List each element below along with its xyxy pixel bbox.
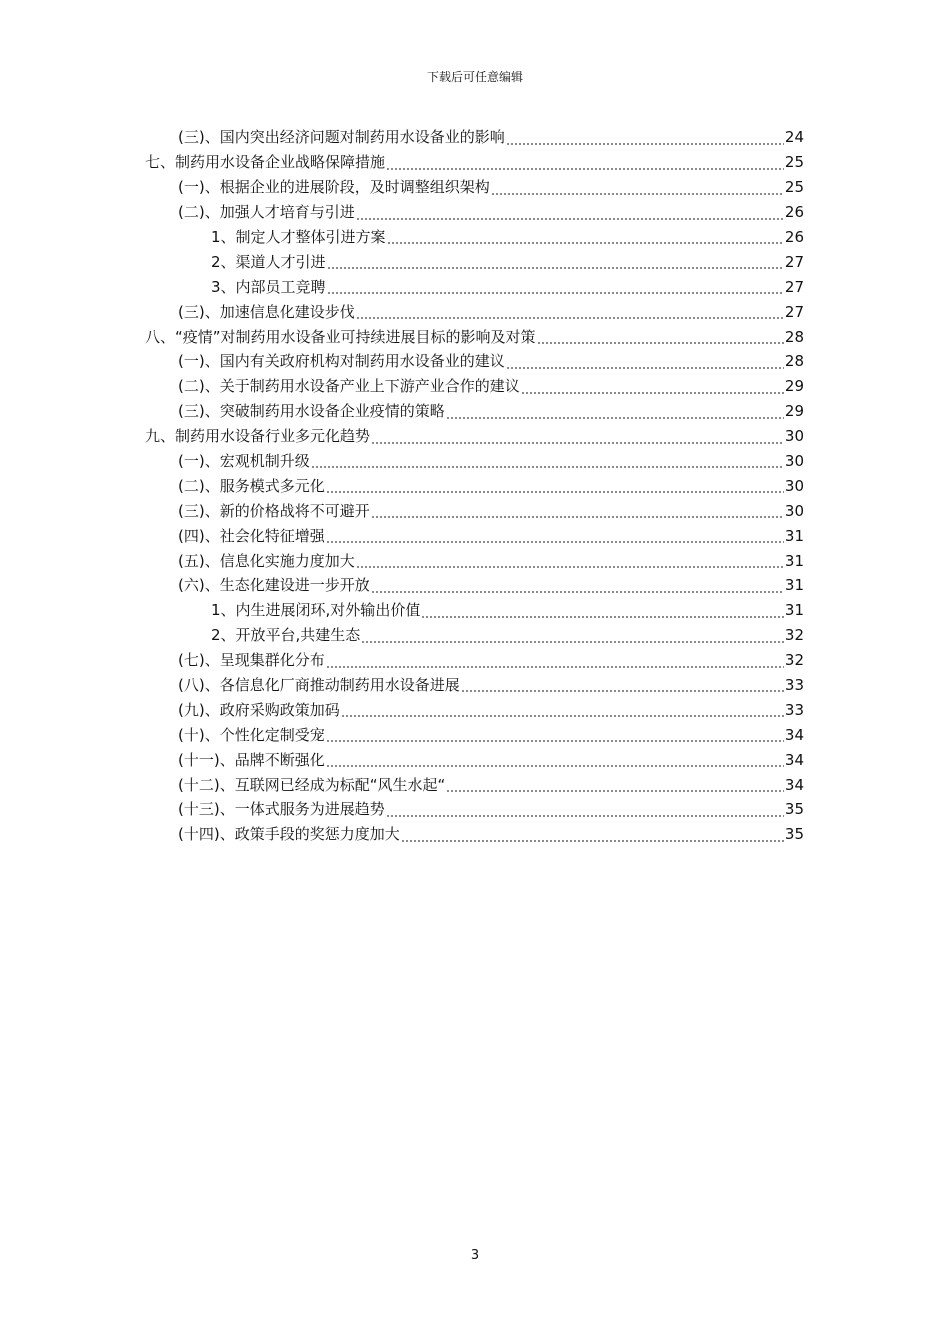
toc-entry-title: (十)、个性化定制受宠	[178, 725, 325, 744]
toc-entry-title: (三)、新的价格战将不可避开	[178, 501, 370, 520]
toc-entry-title: (三)、加速信息化建设步伐	[178, 302, 355, 321]
toc-entry-page: 32	[784, 626, 804, 645]
toc-entry[interactable]	[0, 424, 950, 449]
dot-leader	[491, 193, 784, 195]
dot-leader	[361, 641, 784, 643]
toc-entry-page: 31	[784, 551, 804, 570]
toc-entry-page: 35	[784, 800, 804, 819]
toc-entry-page: 31	[784, 601, 804, 620]
toc-entry-title: 3、内部员工竞聘	[211, 277, 326, 296]
dot-leader	[446, 417, 784, 419]
toc-entry[interactable]	[0, 175, 950, 200]
toc-entry-page: 28	[784, 327, 804, 346]
toc-entry[interactable]	[0, 274, 950, 299]
dot-leader	[461, 690, 784, 692]
toc-entry-page: 27	[784, 302, 804, 321]
toc-entry-page: 27	[784, 277, 804, 296]
toc-entry[interactable]	[0, 324, 950, 349]
toc-entry-page: 31	[784, 576, 804, 595]
dot-leader	[506, 143, 784, 145]
toc-entry-title: 2、渠道人才引进	[211, 252, 326, 271]
toc-entry[interactable]	[0, 797, 950, 822]
toc-entry-title: (十四)、政策手段的奖惩力度加大	[178, 825, 400, 844]
toc-entry[interactable]	[0, 225, 950, 250]
toc-entry-page: 30	[784, 427, 804, 446]
dot-leader	[371, 591, 784, 593]
toc-entry-page: 26	[784, 228, 804, 246]
dot-leader	[386, 815, 784, 817]
dot-leader	[326, 740, 784, 742]
toc-entry-page: 35	[784, 825, 804, 844]
toc-entry-title: (七)、呈现集群化分布	[178, 651, 325, 670]
toc-entry[interactable]	[0, 598, 950, 623]
dot-leader	[506, 367, 784, 369]
toc-entry-title: (二)、加强人才培育与引进	[178, 203, 355, 222]
toc-entry-title: 七、制药用水设备企业战略保障措施	[145, 153, 386, 172]
dot-leader	[401, 840, 784, 842]
toc-entry-page: 30	[784, 476, 804, 495]
toc-entry[interactable]	[0, 523, 950, 548]
toc-entry-title: (一)、宏观机制升级	[178, 452, 310, 471]
toc-entry-title: (四)、社会化特征增强	[178, 526, 325, 545]
toc-entry[interactable]	[0, 374, 950, 399]
toc-entry-title: (二)、服务模式多元化	[178, 476, 325, 495]
page-header: 下载后可任意编辑	[426, 70, 523, 84]
dot-leader	[327, 292, 784, 294]
toc-entry[interactable]	[0, 648, 950, 673]
toc-entry[interactable]	[0, 498, 950, 523]
table-of-contents	[0, 125, 950, 847]
dot-leader	[356, 317, 784, 319]
toc-entry[interactable]	[0, 573, 950, 598]
toc-entry-page: 24	[784, 128, 804, 147]
toc-entry-title: (十三)、一体式服务为进展趋势	[178, 800, 385, 819]
toc-entry[interactable]	[0, 299, 950, 324]
dot-leader	[326, 765, 784, 767]
toc-entry-page: 25	[784, 178, 804, 197]
toc-entry-page: 33	[784, 700, 804, 719]
toc-entry[interactable]	[0, 200, 950, 225]
toc-entry[interactable]	[0, 548, 950, 573]
toc-entry-page: 29	[784, 377, 804, 396]
dot-leader	[421, 616, 784, 618]
toc-entry[interactable]	[0, 399, 950, 424]
toc-entry[interactable]	[0, 349, 950, 374]
toc-entry-page: 34	[784, 750, 804, 769]
toc-entry-title: (一)、根据企业的进展阶段，及时调整组织架构	[178, 178, 490, 197]
toc-entry-page: 29	[784, 402, 804, 421]
toc-entry-title: 1、内生进展闭环,对外输出价值	[211, 601, 421, 620]
dot-leader	[341, 715, 784, 717]
toc-entry-title: (十一)、品牌不断强化	[178, 750, 325, 769]
toc-entry-page: 25	[784, 153, 804, 172]
toc-entry-title: (三)、突破制药用水设备企业疫情的策略	[178, 402, 445, 421]
toc-entry-page: 26	[784, 203, 804, 222]
toc-entry[interactable]	[0, 673, 950, 698]
dot-leader	[311, 466, 784, 468]
dot-leader	[537, 342, 784, 344]
toc-entry-page: 28	[784, 352, 804, 371]
toc-entry-title: (二)、关于制药用水设备产业上下游产业合作的建议	[178, 377, 520, 396]
toc-entry-page: 32	[784, 651, 804, 670]
toc-entry-title: (九)、政府采购政策加码	[178, 700, 340, 719]
toc-entry[interactable]	[0, 722, 950, 747]
page-number: 3	[470, 1248, 480, 1263]
dot-leader	[446, 790, 784, 792]
toc-entry-page: 30	[784, 452, 804, 471]
toc-entry[interactable]	[0, 822, 950, 847]
toc-entry-title: (十二)、互联网已经成为标配“风生水起“	[178, 775, 446, 794]
toc-entry-title: 九、制药用水设备行业多元化趋势	[145, 427, 371, 446]
dot-leader	[327, 267, 784, 269]
toc-entry-title: (三)、国内突出经济问题对制药用水设备业的影响	[178, 128, 505, 147]
toc-entry-title: (六)、生态化建设进一步开放	[178, 576, 370, 595]
toc-entry-page: 33	[784, 676, 804, 695]
dot-leader	[521, 392, 784, 394]
dot-leader	[356, 566, 784, 568]
toc-entry-page: 34	[784, 725, 804, 744]
toc-entry-title: (一)、国内有关政府机构对制药用水设备业的建议	[178, 352, 505, 371]
toc-entry-page: 34	[784, 775, 804, 794]
toc-entry[interactable]	[0, 449, 950, 474]
dot-leader	[326, 491, 784, 493]
toc-entry-page: 27	[784, 252, 804, 271]
toc-entry-page: 31	[784, 526, 804, 545]
toc-entry-title: 八、“疫情”对制药用水设备业可持续进展目标的影响及对策	[145, 327, 536, 346]
dot-leader	[371, 516, 784, 518]
toc-entry-title: (五)、信息化实施力度加大	[178, 551, 355, 570]
toc-entry[interactable]	[0, 623, 950, 648]
dot-leader	[326, 666, 784, 668]
toc-entry[interactable]	[0, 125, 950, 150]
toc-entry[interactable]	[0, 697, 950, 722]
dot-leader	[371, 442, 784, 444]
toc-entry[interactable]	[0, 150, 950, 175]
toc-entry-title: 1、制定人才整体引进方案	[211, 228, 386, 246]
dot-leader	[356, 218, 784, 220]
dot-leader	[326, 541, 784, 543]
toc-entry[interactable]	[0, 747, 950, 772]
toc-entry[interactable]	[0, 772, 950, 797]
toc-entry-title: 2、开放平台,共建生态	[211, 626, 361, 645]
toc-entry-title: (八)、各信息化厂商推动制药用水设备进展	[178, 676, 460, 695]
dot-leader	[387, 242, 784, 244]
toc-entry[interactable]	[0, 249, 950, 274]
toc-entry-page: 30	[784, 501, 804, 520]
toc-entry[interactable]	[0, 473, 950, 498]
dot-leader	[386, 168, 784, 170]
